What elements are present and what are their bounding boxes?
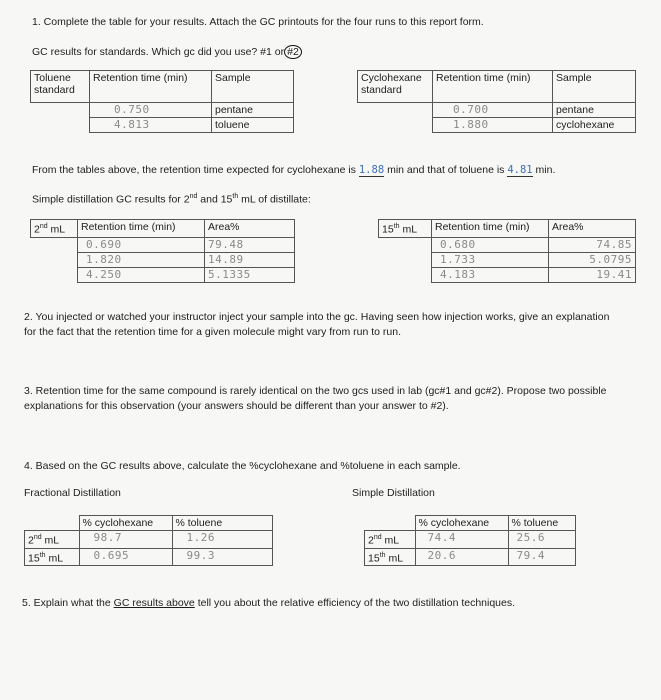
table-cell: 1.820	[78, 252, 205, 267]
frac-cyc-header: % cyclohexane	[79, 516, 172, 531]
expected-toluene-value: 4.81	[507, 164, 533, 176]
ml15-area-header: Area%	[549, 220, 636, 238]
q1-title: 1. Complete the table for your results. Attach the GC printouts for the four runs to this report form.	[32, 16, 484, 28]
table-cell: 1.26	[172, 531, 273, 549]
ml2-area-header: Area%	[205, 220, 295, 238]
simple-distillation-title: Simple distillation GC results for 2nd and 15th mL of distillate:	[32, 193, 311, 206]
table-cell: 0.690	[78, 237, 205, 252]
table-cell: 4.813	[90, 118, 212, 133]
cyclohexane-standard-table	[357, 70, 636, 133]
table-cell: 14.89	[205, 252, 295, 267]
table-cell: 98.7	[79, 531, 172, 549]
simple-distillation-table	[364, 515, 576, 566]
ml2-label: 2nd mL	[31, 220, 78, 238]
simple-tol-header: % toluene	[508, 516, 576, 531]
table-cell: pentane	[212, 103, 294, 118]
table-cell: 5.0795	[549, 252, 636, 267]
q3-text: 3. Retention time for the same compound is rarely identical on the two gcs used in lab (gc#1 and gc#2). Propose two possible explanations for this observation (your answers should be different than your answer to #2).	[24, 385, 607, 412]
table-cell: 5.1335	[205, 267, 295, 282]
fractional-distillation-label: Fractional Distillation	[24, 487, 121, 499]
table-cell: pentane	[553, 103, 636, 118]
ml15-rt-header: Retention time (min)	[432, 220, 549, 238]
table-cell: 0.680	[432, 237, 549, 252]
table-cell: 15th mL	[25, 548, 80, 566]
q5-gc-results-link: GC results above	[113, 597, 195, 609]
toluene-standard-table	[30, 70, 294, 133]
cyclo-std-rt-header: Retention time (min)	[433, 71, 553, 103]
expected-retention-sentence: From the tables above, the retention time expected for cyclohexane is 1.88 min and that of toluene is 4.81 min.	[32, 164, 556, 176]
q4-title: 4. Based on the GC results above, calculate the %cyclohexane and %toluene in each sample.	[24, 460, 461, 472]
frac-tol-header: % toluene	[172, 516, 273, 531]
q2-text: 2. You injected or watched your instructor inject your sample into the gc. Having seen how injection works, give an explanation for the fact that the retention time for a given molecule might vary from run to run.	[24, 311, 610, 338]
q5-text: 5. Explain what the GC results above tell you about the relative efficiency of the two distillation techniques.	[22, 597, 516, 609]
table-cell: 99.3	[172, 548, 273, 566]
table-cell: 20.6	[415, 548, 508, 566]
simple-distillation-label: Simple Distillation	[352, 487, 435, 499]
table-cell: 79.48	[205, 237, 295, 252]
simple-cyc-header: % cyclohexane	[415, 516, 508, 531]
table-cell: 2nd mL	[365, 531, 416, 549]
table-cell: 74.4	[415, 531, 508, 549]
table-cell: 19.41	[549, 267, 636, 282]
table-cell: 2nd mL	[25, 531, 80, 549]
ml15-label: 15th mL	[379, 220, 432, 238]
expected-cyclohexane-value: 1.88	[358, 164, 385, 176]
table-cell: 4.250	[78, 267, 205, 282]
fifteenth-ml-table	[378, 219, 636, 283]
table-cell: 79.4	[508, 548, 576, 566]
ml2-rt-header: Retention time (min)	[78, 220, 205, 238]
table-cell: cyclohexane	[553, 118, 636, 133]
gc-question	[32, 45, 302, 59]
cyclo-std-sample-header: Sample	[553, 71, 636, 103]
table-cell: 1.880	[433, 118, 553, 133]
toluene-std-header: Toluene standard	[31, 71, 90, 103]
toluene-std-sample-header: Sample	[212, 71, 294, 103]
table-cell: 74.85	[549, 237, 636, 252]
gc-question-text: GC results for standards. Which gc did you use? #1 or	[32, 46, 285, 58]
table-cell: 25.6	[508, 531, 576, 549]
table-cell: 1.733	[432, 252, 549, 267]
table-cell: 0.750	[90, 103, 212, 118]
fractional-distillation-table	[24, 515, 273, 566]
second-ml-table	[30, 219, 295, 283]
table-cell: toluene	[212, 118, 294, 133]
toluene-std-rt-header: Retention time (min)	[90, 71, 212, 103]
table-cell: 15th mL	[365, 548, 416, 566]
table-cell: 0.695	[79, 548, 172, 566]
gc-choice-circled: #2	[284, 45, 302, 59]
table-cell: 0.700	[433, 103, 553, 118]
cyclo-std-header: Cyclohexane standard	[358, 71, 433, 103]
table-cell: 4.183	[432, 267, 549, 282]
